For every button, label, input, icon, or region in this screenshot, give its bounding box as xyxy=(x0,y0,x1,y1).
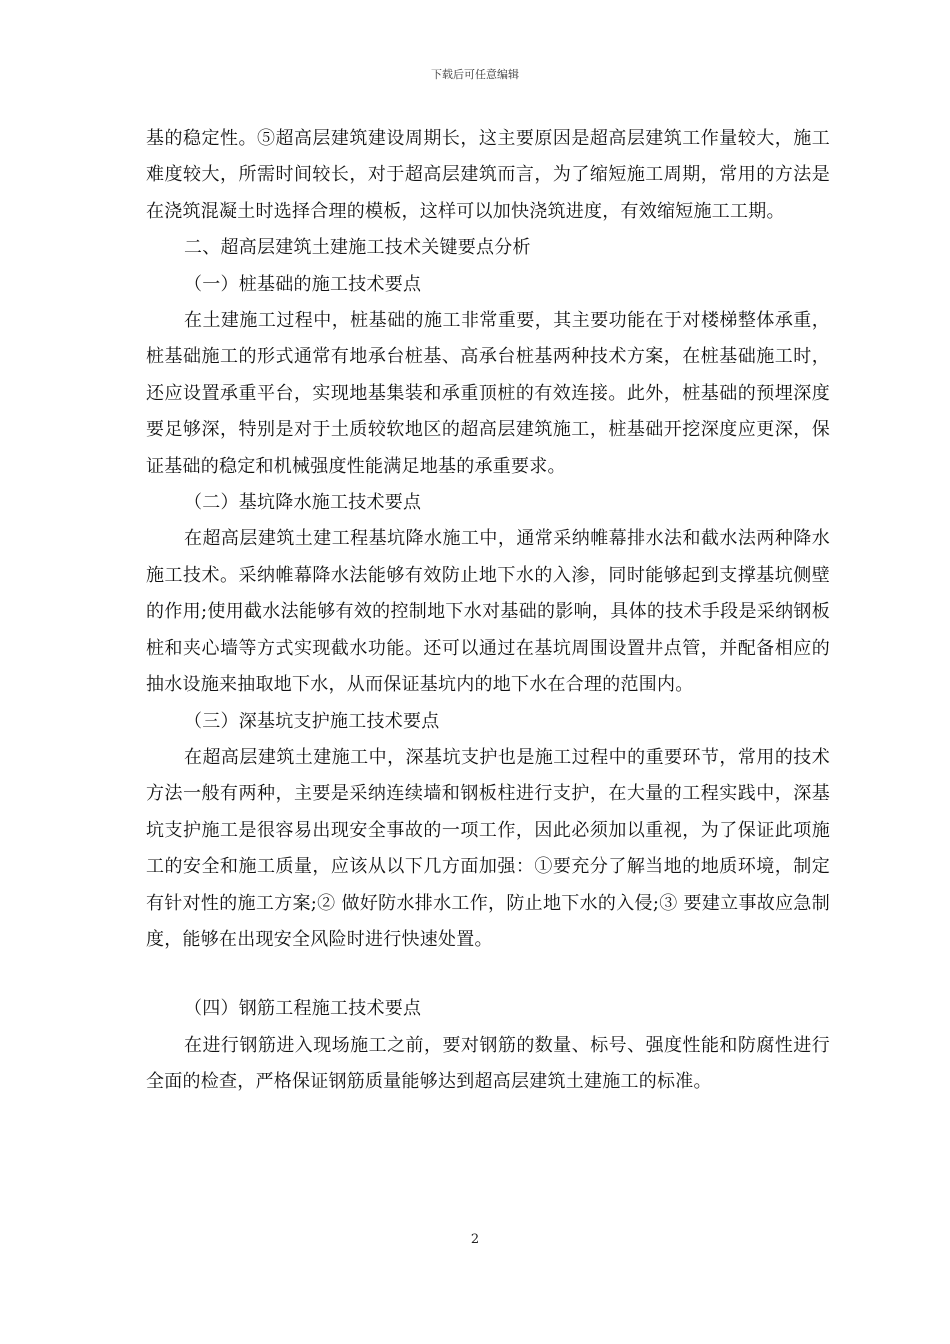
document-body xyxy=(146,121,830,1101)
paragraph-stability-period: 基的稳定性。⑤超高层建筑建设周期长，这主要原因是超高层建筑工作量较大，施工难度较大，所需时间较长，对于超高层建筑而言，为了缩短施工周期，常用的方法是在浇筑混凝土时选择合理的模板，这样可以加快浇筑进度，有效缩短施工工期。 xyxy=(146,128,830,222)
subsection-heading-pile-foundation: （一）桩基础的施工技术要点 xyxy=(184,273,422,295)
subsection-heading-deep-pit-support: （三）深基坑支护施工技术要点 xyxy=(184,710,440,732)
subsection-heading-rebar: （四）钢筋工程施工技术要点 xyxy=(184,998,422,1020)
paragraph-deep-pit-support: 在超高层建筑土建施工中，深基坑支护也是施工过程中的重要环节，常用的技术方法一般有两种，主要是采纳连续墙和钢板柱进行支护，在大量的工程实践中，深基坑支护施工是很容易出现安全事故的一项工作，因此必须加以重视，为了保证此项施工的安全和施工质量，应该从以下几方面加强：①要充分了解当地的地质环境，制定有针对性的施工方案;② 做好防水排水工作，防止地下水的入侵;③ 要建立事故应急制度，能够在出现安全风险时进行快速处置。 xyxy=(146,746,830,950)
page-header: 下载后可任意编辑 xyxy=(431,68,519,81)
paragraph-dewatering: 在超高层建筑土建工程基坑降水施工中，通常采纳帷幕排水法和截水法两种降水施工技术。采纳帷幕降水法能够有效防止地下水的入渗，同时能够起到支撑基坑侧壁的作用;使用截水法能够有效的控制地下水对基础的影响，具体的技术手段是采纳钢板桩和夹心墙等方式实现截水功能。还可以通过在基坑周围设置井点管，并配备相应的抽水设施来抽取地下水，从而保证基坑内的地下水在合理的范围内。 xyxy=(146,528,830,696)
subsection-heading-dewatering: （二）基坑降水施工技术要点 xyxy=(184,492,422,514)
section-heading-2: 二、超高层建筑土建施工技术关键要点分析 xyxy=(184,237,531,259)
paragraph-pile-foundation: 在土建施工过程中，桩基础的施工非常重要，其主要功能在于对楼梯整体承重，桩基础施工的形式通常有地承台桩基、高承台桩基两种技术方案，在桩基础施工时，还应设置承重平台，实现地基集装和承重顶桩的有效连接。此外，桩基础的预埋深度要足够深，特别是对于土质较软地区的超高层建筑施工，桩基础开挖深度应更深，保证基础的稳定和机械强度性能满足地基的承重要求。 xyxy=(146,310,830,477)
paragraph-rebar: 在进行钢筋进入现场施工之前，要对钢筋的数量、标号、强度性能和防腐性进行全面的检查，严格保证钢筋质量能够达到超高层建筑土建施工的标准。 xyxy=(146,1034,830,1093)
paragraph-spacer xyxy=(146,958,830,991)
page-number: 2 xyxy=(470,1232,480,1247)
